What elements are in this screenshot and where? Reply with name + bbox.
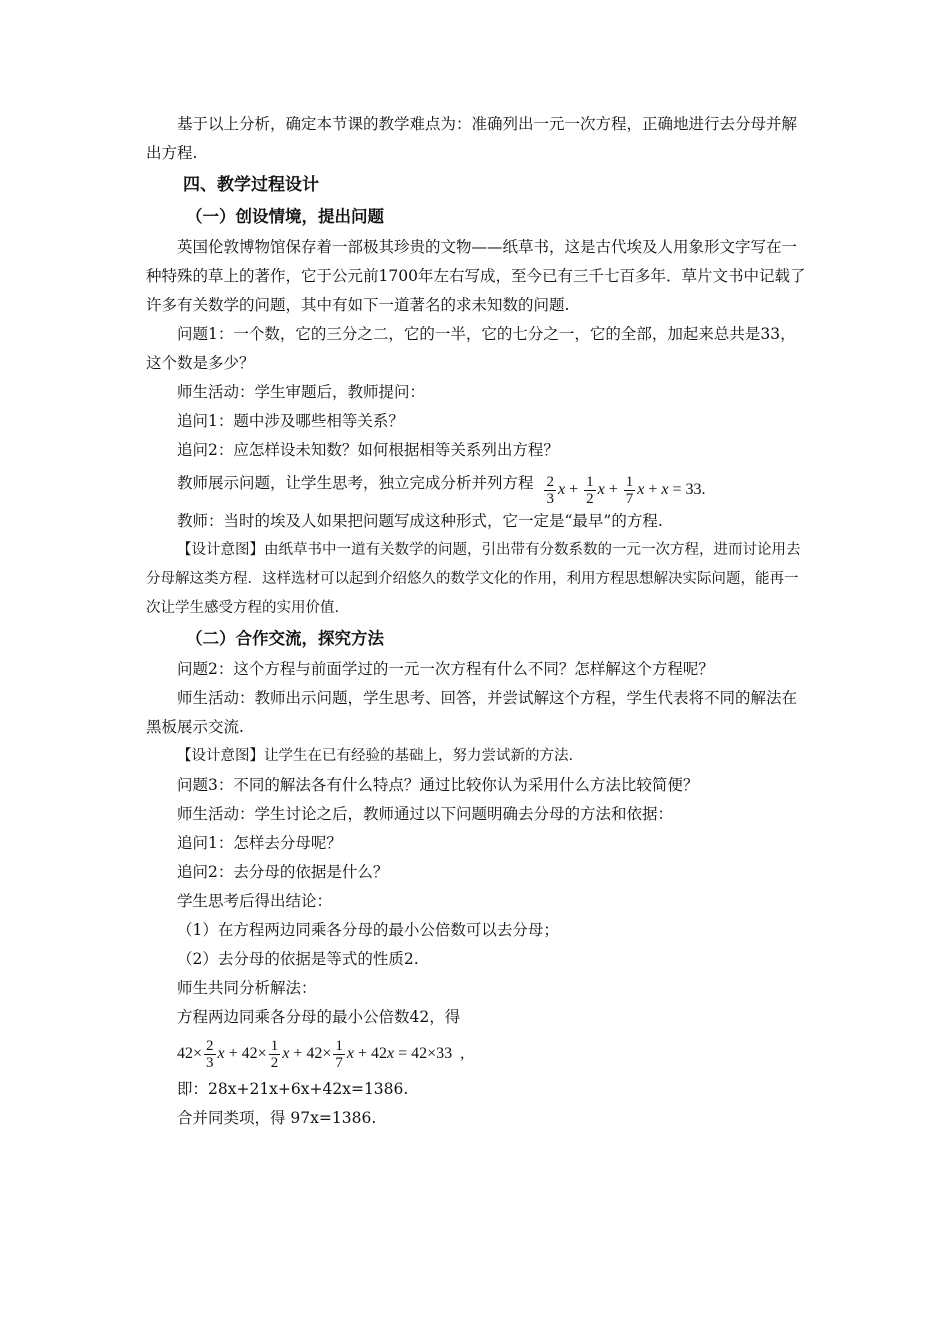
- subsection-title-2: （二）合作交流，探究方法: [186, 628, 384, 648]
- question-3: 问题3：不同的解法各有什么特点？通过比较你认为采用什么方法比较简便？: [177, 775, 699, 794]
- conclusion-intro: 学生思考后得出结论：: [177, 891, 333, 910]
- show-text: 教师展示问题，让学生思考，独立完成分析并列方程: [177, 474, 534, 492]
- section-title: 四、教学过程设计: [183, 175, 319, 195]
- follow-up-2: 追问2：应怎样设未知数？如何根据相等关系列出方程？: [177, 441, 559, 459]
- story-paragraph: 英国伦敦博物馆保存着一部极其珍贵的文物——纸草书，这是古代埃及人用象形文字写在一种特殊的草上的著作，它于公元前1700年左右写成，至今已有三千七百多年．草片文书中记载了许多有关数学的问题，其中有如下一道著名的求未知数的问题.: [146, 238, 806, 314]
- step-2: 合并同类项，得 97x=1386.: [177, 1108, 377, 1127]
- conclusion-2: （2）去分母的依据是等式的性质2.: [177, 949, 419, 968]
- equation-2: 42× $\frac{2}{3}$ x + 42× $\frac{1}{2}$ x + 42× $\frac{1}{7}$ x + 42x = 42×33 ,: [177, 1037, 465, 1071]
- design-intent-2: 【设计意图】让学生在已有经验的基础上，努力尝试新的方法.: [177, 747, 574, 764]
- question-1: 问题1：一个数，它的三分之二，它的一半，它的七分之一，它的全部，加起来总共是33，这个数是多少？: [146, 325, 796, 372]
- intro-paragraph: 基于以上分析，确定本节课的教学难点为：准确列出一元一次方程，正确地进行去分母并解出方程.: [146, 115, 798, 162]
- follow-up-3: 追问1：怎样去分母呢？: [177, 833, 342, 852]
- show-equation-line: [146, 469, 808, 507]
- analyze-line: 师生共同分析解法：: [177, 978, 317, 997]
- follow-up-4: 追问2：去分母的依据是什么？: [177, 862, 389, 881]
- step-1: 即：28x+21x+6x+42x=1386.: [177, 1079, 409, 1098]
- subsection-title-1: （一）创设情境，提出问题: [186, 207, 384, 226]
- teacher-remark: 教师：当时的埃及人如果把问题写成这种形式，它一定是“最早”的方程.: [177, 511, 663, 530]
- fraction-2-3: $\frac{2}{3}$: [546, 473, 554, 507]
- fraction-1-7: $\frac{1}{7}$: [625, 473, 634, 507]
- multiply-line: 方程两边同乘各分母的最小公倍数42，得: [177, 1007, 461, 1026]
- question-2: 问题2：这个方程与前面学过的一元一次方程有什么不同？怎样解这个方程呢？: [177, 659, 714, 678]
- fraction-1-2: $\frac{1}{2}$: [586, 473, 594, 507]
- design-intent-1: 【设计意图】由纸草书中一道有关数学的问题，引出带有分数系数的一元一次方程，进而讨论用去分母解这类方程．这样选材可以起到介绍悠久的数学文化的作用，利用方程思想解决实际问题，能再一次让学生感受方程的实用价值.: [146, 541, 801, 616]
- activity-3: 师生活动：学生讨论之后，教师通过以下问题明确去分母的方法和依据：: [177, 804, 674, 823]
- activity-2: 师生活动：教师出示问题，学生思考、回答，并尝试解这个方程，学生代表将不同的解法在黑板展示交流.: [146, 688, 798, 736]
- follow-up-1: 追问1：题中涉及哪些相等关系？: [177, 412, 404, 430]
- conclusion-1: （1）在方程两边同乘各分母的最小公倍数可以去分母；: [177, 920, 559, 939]
- equation-1: $\frac{2}{3}$ x + $\frac{1}{2}$ x + $\frac{1}{7}$ x + x = 33.: [546, 473, 706, 507]
- activity-1: 师生活动：学生审题后，教师提问：: [177, 383, 426, 401]
- document-page: [146, 110, 808, 1133]
